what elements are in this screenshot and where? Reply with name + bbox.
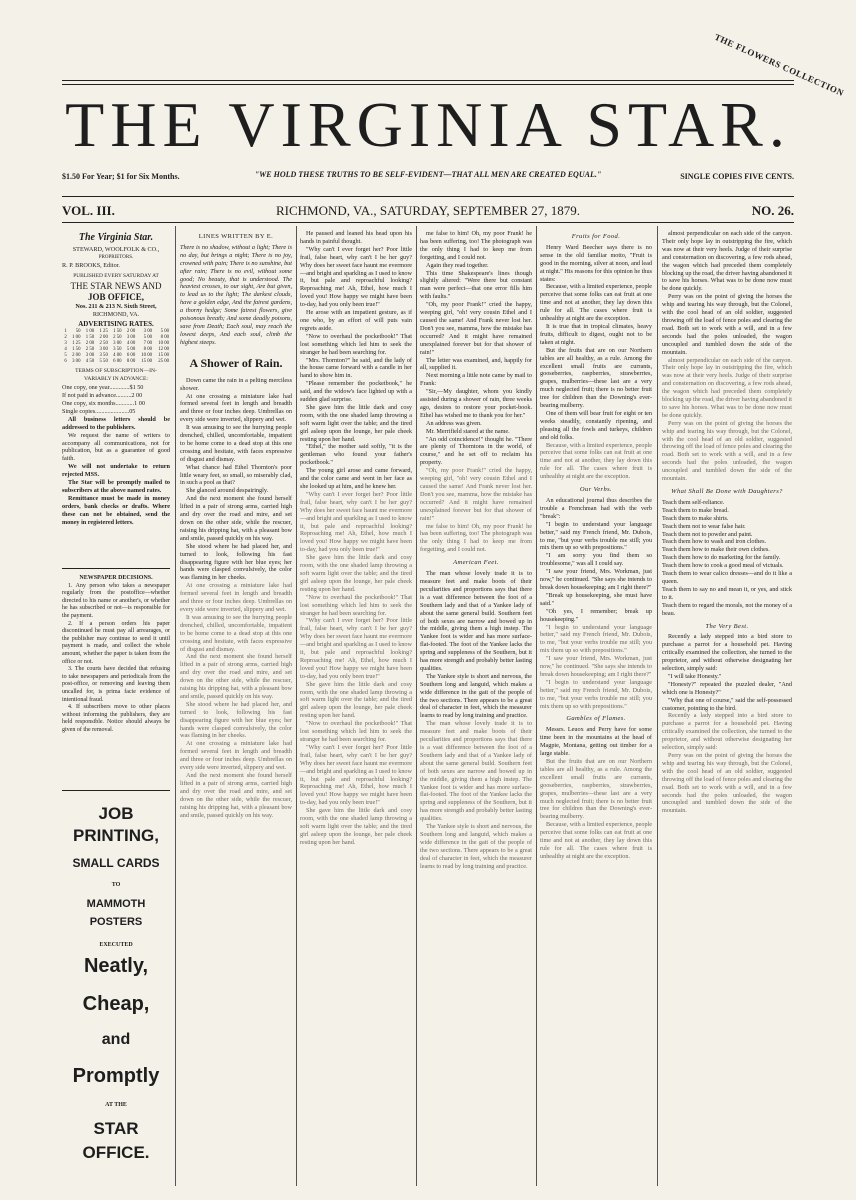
story-paragraph: "An odd coincidence!" thought he. "There are plenty of Thorntons in the world, of course," and he set off to reclaim his property. <box>420 435 532 467</box>
story-paragraph: He paused and leaned his head upon his hands in painful thought. <box>300 230 412 245</box>
story-paragraph: What chance had Ethel Thornton's poor little weary feet, so small, so miserably clad, in such a pool as that? <box>180 463 292 487</box>
list-item: Teach them to regard the morals, not the money of a beau. <box>662 601 792 617</box>
ad-line: AT THE <box>105 1102 127 1108</box>
office-name-2: JOB OFFICE, <box>87 291 144 302</box>
story-paragraph: "Oh, my poor Frank!" cried the happy, weeping girl, "oh! very cousin Ethel and I caused the same! And Frank never lost her. Don't you see, mamma, how the mistake has occurred? And it might have remained unexplained forever but for that shower of rain!" <box>420 301 532 356</box>
ad-line: PRINTING, <box>73 826 159 845</box>
article-paragraph: "I saw your friend, Mrs. Workman, just now," he continued. "She says she intends to break down housekeeping; am I right there?" <box>540 655 652 678</box>
ad-line: and <box>101 1031 131 1048</box>
story-paragraph: She gave him the little dark and cosy room, with the one shaded lamp throwing a soft warm light over the table; and the tired girl asleep upon the lounge, her pale cheek resting upon her hand. <box>300 403 412 443</box>
story-paragraph: "Why can't I ever forget her? Poor little frail, false heart, why can't I be her guy? Why does her sweet face haunt me evermore—and bright and sparkling as I used to know it, but pale and reproachful looking? Reproaching me! Ah, Ethel, how much I loved you! How happy we might have been to-day, had you only been true!" <box>300 245 412 309</box>
story-paragraph: This time Shakespeare's lines though slightly altered: "Were there but constant man were perfect—that one error fills him with faults." <box>420 269 532 301</box>
story-paragraph: "Why can't I ever forget her? Poor little frail, false heart, why can't I be her guy? Why does her sweet face haunt me evermore—and bright and sparkling as I used to know it, but pale and reproachful looking? Reproaching me! Ah, Ethel, how much I loved you! How happy we might have been to-day, had you only been true!" <box>300 617 412 680</box>
single-copy-price: SINGLE COPIES FIVE CENTS. <box>680 172 794 181</box>
term: One copy, one year.............$1 50 <box>62 384 144 392</box>
ad-line: MAMMOTH POSTERS <box>86 898 146 928</box>
article-paragraph: "I am sorry you find them so troublesome," was all I could say. <box>540 552 652 568</box>
list-item: Teach them to say no and mean it, or yes, and stick to it. <box>662 585 792 601</box>
story-paragraph: And the next moment she found herself lifted in a pair of strong arms, carried high and dry over the road and mire, and set down on the other side, while the rescuer, raising his dripping hat, with a pleasant bow and smile, passed quickly on his way. <box>180 653 292 700</box>
column-divider <box>536 226 537 1186</box>
masthead-rule-top <box>62 80 794 81</box>
story-paragraph: At one crossing a miniature lake had formed several feet in length and breadth and three or four inches deep. Umbrellas on every side were inverted, slippery and wet. <box>180 740 292 772</box>
rates-table: 1 50 1 00 1 25 1 50 2 00 3 00 5 00 2 1 00 1 50 2 00 2 50 3 00 5 00 8 00 3 1 25 2 00 2 50 3 00 4 00 7 00 10 00 4 1 50 2 50 3 00 3 50 5 00 8 00 12 00 5 2 00 3 00 3 50 4 00 6 00 10 00 15 00 6 3 00 4 50 5 50 6 00 8 00 15 00 25 00 <box>64 329 169 365</box>
story-paragraph: me false to him! Oh, my poor Frank! he has been suffering, too! The photograph was the only thing I had to keep me from forgetting, and I could not. <box>420 522 532 554</box>
decisions-heading: NEWSPAPER DECISIONS. <box>79 575 153 581</box>
story-paragraph: "Why can't I ever forget her? Poor little frail, false heart, why can't I be her guy? Why does her sweet face haunt me evermore—and bright and sparkling as I used to know it, but pale and reproachful looking? Reproaching me! Ah, Ethel, how much I loved you! How happy we might have been to-day, had you only been true!" <box>300 743 412 807</box>
story-paragraph: She glanced around despairingly. <box>186 487 269 495</box>
notice: We request the name of writers to accompany all communications, not for publication, but as a guarantee of good faith. <box>62 431 170 463</box>
volume-number: VOL. III. <box>62 203 115 218</box>
story-heading: A Shower of Rain. <box>189 355 283 370</box>
office-city: RICHMOND, VA. <box>92 310 140 318</box>
article-paragraph: An educational journal thus describes the trouble a Frenchman had with the verb "break": <box>540 497 652 520</box>
masthead-title: THE VIRGINIA STAR. <box>65 89 791 160</box>
article-paragraph: The man whose lovely trade it is to measure feet and make boots of their peculiarities and proportions says that there is a vast difference between the foot of a Southern lady and that of a Yankee lady of about the same general build. Southern feet of both sexes are narrow and bowed up in the middle, giving them a high instep. The Yankee foot is wider and has more surface-flat-footed. The foot of the Yankee lacks the spring and suppleness of the Southern, but it has more strength and probably better lasting qualities. <box>420 720 532 823</box>
dateline-rule-top <box>62 196 794 197</box>
masthead-rule-top-2 <box>62 84 794 85</box>
story-paragraph: He arose with an impatient gesture, as if one who, by an effort of will puts vain regrets aside. <box>300 309 412 332</box>
story-paragraph: And the next moment she found herself lifted in a pair of strong arms, carried high and dry over the road and mire, and set down on the other side, while the rescuer, raising his dripping hat, with a pleasant bow and smile, passed quickly on his way. <box>180 772 292 819</box>
notice: We will not undertake to return rejected MSS. <box>62 463 170 479</box>
decision: 3. The courts have decided that refusing to take newspapers and periodicals from the post-office, or removing and leaving them uncalled for, is prima facie evidence of intentional fraud. <box>62 666 170 703</box>
decision: 4. If subscribers move to other places without informing the publishers, they are held responsible. Notice should always be given of the removal. <box>62 704 170 733</box>
article-paragraph: "Honesty?" repeated the puzzled dealer, "And which one is Honesty?" <box>662 680 792 696</box>
poem-heading: LINES WRITTEN BY E. <box>198 233 274 240</box>
article-paragraph: Perry was on the point of giving the horses the whip and tearing his way through, but the Colonel, with the cool head of an old soldier, suggested throwing off the load of fence poles and clearing the road. Both set to work with a will, and in a few seconds had the poles unloaded, the wagon uncoupled and tumbled down the side of the mountain. <box>662 293 792 356</box>
article-paragraph: Perry was on the point of giving the horses the whip and tearing his way through, but the Colonel, with the cool head of an old soldier, suggested throwing off the load of fence poles and clearing the road. Both set to work with a will, and in a few seconds had the poles unloaded, the wagon uncoupled and tumbled down the side of the mountain. <box>662 419 792 483</box>
decision: 1. Any person who takes a newspaper regularly from the postoffice—whether directed to his name or another's, or whether he has subscribed or not—is responsible for the payment. <box>62 582 170 619</box>
article-paragraph: Henry Ward Beecher says there is no sense in the old familiar motto, "Fruit is good in the morning, silver at noon, and lead at night." His reasons for this opinion he thus states: <box>540 243 652 283</box>
ad-line: JOB <box>98 804 134 823</box>
story-paragraph: "Oh, my poor Frank!" cried the happy, weeping girl, "oh! very cousin Ethel and I caused the same! And Frank never lost her. Don't you see, mamma, how the mistake has occurred? And it might have remained unexplained forever but for that shower of rain!" <box>420 467 532 522</box>
story-paragraph: "Ethel," the mother said softly, "it is the gentleman who found your father's pocketbook." <box>300 443 412 467</box>
job-printing-ad <box>62 795 170 1165</box>
article-paragraph: Perry was on the point of giving the horses the whip and tearing his way through, but the Colonel, with the cool head of an old soldier, suggested throwing off the load of fence poles and clearing the road. Both set to work with a will, and in a few seconds had the poles unloaded, the wagon uncoupled and tumbled down the side of the mountain. <box>662 752 792 815</box>
article-paragraph: Recently a lady stepped into a bird store to purchase a parrot for a household pet. Having critically examined the collection, she turned to the proprietor, and without otherwise designating her selection, simply said: <box>662 712 792 752</box>
story-paragraph: And the next moment she found herself lifted in a pair of strong arms, carried high and dry over the road and mire, and set down on the other side, while the rescuer, raising his dripping hat, with a pleasant bow and smile, passed quickly on his way. <box>180 495 292 542</box>
article-paragraph: The man whose lovely trade it is to measure feet and make boots of their peculiarities and proportions says that there is a vast difference between the foot of a Southern lady and that of a Yankee lady of about the same general build. Southern feet of both sexes are narrow and bowed up in the middle, giving them a high instep. The Yankee foot is wider and has more surface-flat-footed. The foot of the Yankee lacks the spring and suppleness of the Southern, but it has more strength and probably better lasting qualities. <box>420 570 532 672</box>
ad-line: STAR OFFICE. <box>82 1119 150 1162</box>
list-item: Teach them how to wash and iron clothes. <box>662 538 767 546</box>
column-divider <box>296 226 297 1186</box>
article-paragraph: Because, with a limited experience, people perceive that some folks can eat fruit at one time and not at another, they lay down this rule for all. The cases where fruit is unhealthy at night are the exception. <box>540 821 652 860</box>
publishers: STEWARD, WOOLFOLK & CO., <box>72 246 160 253</box>
story-paragraph: "Why can't I ever forget her? Poor little frail, false heart, why can't I be her guy? Why does her sweet face haunt me evermore—and bright and sparkling as I used to know it, but pale and reproachful looking? Reproaching me! Ah, Ethel, how much I loved you! How happy we might have been to-day, had you only been true!" <box>300 490 412 554</box>
article-paragraph: Recently a lady stepped into a bird store to purchase a parrot for a household pet. Having critically examined the collection, she turned to the proprietor, and without otherwise designating her selection, simply said: <box>662 633 792 673</box>
issue-number: NO. 26. <box>751 203 794 218</box>
article-heading: Fruits for Food. <box>571 233 621 240</box>
story-paragraph: She gave him the little dark and cosy room, with the one shaded lamp throwing a soft warm light over the table; and the tired girl asleep upon the lounge, her pale cheek resting upon her hand. <box>300 680 412 720</box>
ad-line: TO <box>111 882 121 888</box>
story-paragraph: She stood where he had placed her, and turned to look, following his fast disappearing figure with her blue eyes; her hands were clasped convulsively, the color was flaming in her cheeks. <box>180 542 292 582</box>
subscription-price: $1.50 For Year; $1 for Six Months. <box>62 172 180 181</box>
article-paragraph: almost perpendicular on each side of the canyon. Their only hope lay in outstripping the fire, which was now at their very heels. Judge of their surprise and consternation on discovering, a few rods ahead, the wagon which had preceded them completely blocking up the road, the driver having abandoned it to save his horses. What was to be done now must be done quickly. <box>662 356 792 419</box>
story-paragraph: She gave him the little dark and cosy room, with the one shaded lamp throwing a soft warm light over the table; and the tired girl asleep upon the lounge, her pale cheek resting upon her hand. <box>300 554 412 593</box>
article-paragraph: The Yankee style is short and nervous, the Southern long and languid, which makes a wide difference in the gait of the people of the two sections. There appears to be a great deal of character in feet, which the measurer learns to read by long training and practice. <box>420 672 532 720</box>
article-paragraph: But the fruits that are on our Northern tables are all healthy, as a rule. Among the excellent small fruits are currants, gooseberries, raspberries, strawberries, grapes, mulberries—these last are a very much neglected fruit; there is no better fruit tree for children than the Downing's ever-bearing mulberry. <box>540 758 652 821</box>
story-paragraph: An address was given. <box>426 419 482 427</box>
story-paragraph: "Now to overhaul the pocketbook!" That lost something which led him to seek the stranger he had been searching for. <box>300 332 412 356</box>
column-divider <box>175 226 176 1186</box>
list-item: Teach them how to do marketing for the family. <box>662 554 781 562</box>
article-paragraph: "I begin to understand your language better," said my French friend, Mr. Dubois, to me, "but your verbs trouble me still; you mix them up so with prepositions." <box>540 678 652 710</box>
motto: "WE HOLD THESE TRUTHS TO BE SELF-EVIDENT—THAT ALL MEN ARE CREATED EQUAL." <box>254 170 602 179</box>
story-paragraph: "Now to overhaul the pocketbook!" That lost something which led him to seek the stranger he had been searching for. <box>300 593 412 617</box>
term: Single copies......................05 <box>62 407 136 415</box>
list-item: Teach them not to wear false hair. <box>662 522 746 530</box>
story-paragraph: The young girl arose and came forward, and the color came and went in her face as she looked up at him, and he knew her. <box>300 467 412 490</box>
article-paragraph: The Yankee style is short and nervous, the Southern long and languid, which makes a wide difference in the gait of the people of the two sections. There appears to be a great deal of character in feet, which the measurer learns to read by long training and practice. <box>420 823 532 870</box>
dateline: RICHMOND, VA., SATURDAY, SEPTEMBER 27, 1879. <box>276 203 580 218</box>
article-paragraph: "Oh yes, I remember; break up housekeeping." <box>540 607 652 623</box>
publishers-sub: PROPRIETORS. <box>98 254 134 260</box>
office-address: Nos. 211 & 213 N. Sixth Street, <box>75 302 157 310</box>
list-item: Teach them to make shirts. <box>662 514 729 522</box>
list-item: Teach them how to make their own clothes. <box>662 546 770 554</box>
story-paragraph: It was amusing to see the hurrying people drenched, chilled, uncomfortable, impatient to be home come to a dead stop at this one crossing and hesitate, with faces expressive of disgust and dismay. <box>180 424 292 463</box>
column-divider <box>657 226 658 1186</box>
decision: 2. If a person orders his paper discontinued he must pay all arrearages, or the publisher may continue to send it until payment is made, and collect the whole amount, whether the paper is taken from the office or not. <box>62 620 170 665</box>
article-paragraph: Messrs. Leuox and Perry have for some time been in the mountains at the head of Magpie, Montana, getting out timber for a large stable. <box>540 726 652 758</box>
story-paragraph: She stood where he had placed her, and turned to look, following his fast disappearing figure with her blue eyes; her hands were clasped convulsively, the color was flaming in her cheeks. <box>180 700 292 740</box>
article-paragraph: It is true that in tropical climates, heavy fruits, difficult to digest, ought not to be taken at night. <box>540 322 652 346</box>
ad-line: Promptly <box>72 1065 160 1087</box>
office-name-1: THE STAR NEWS AND <box>70 280 162 291</box>
story-paragraph: Again they read together. <box>426 261 489 269</box>
notice: The Star will be promptly mailed to subscribers at the above named rates. <box>62 479 170 494</box>
list-item: Teach them self-reliance. <box>662 498 725 506</box>
ad-line: EXECUTED <box>99 942 133 948</box>
notice: Remittance must be made in money orders, bank checks or drafts. Where these can not be obtained, send the money in registered letters. <box>62 494 170 526</box>
story-paragraph: At one crossing a miniature lake had formed several feet in length and breadth and three or four inches deep. Umbrellas on every side were inverted, slippery and wet. <box>180 392 292 424</box>
article-paragraph: almost perpendicular on each side of the canyon. Their only hope lay in outstripping the fire, which was now at their very heels. Judge of their surprise and consternation on discovering, a few rods ahead, the wagon which had preceded them completely blocking up the road, the driver having abandoned it to save his horses. What was to be done now must be done quickly. <box>662 230 792 293</box>
story-paragraph: "Please remember the pocketbook," he said, and the widow's face lighted up with a sudden glad surprise. <box>300 380 412 404</box>
published-notice: PUBLISHED EVERY SATURDAY AT <box>73 272 159 279</box>
article-paragraph: One of them will bear fruit for eight or ten weeks steadily, constantly ripening, and pleasing all the fowls and turkeys, children and old folks. <box>540 409 652 441</box>
column-6 <box>662 230 792 1190</box>
story-paragraph: At one crossing a miniature lake had formed several feet in length and breadth and three or four inches deep. Umbrellas on every side were inverted, slippery and wet. <box>180 582 292 613</box>
ad-line: SMALL CARDS <box>72 856 160 870</box>
article-heading: Our Verbs. <box>579 486 613 494</box>
column-2 <box>180 230 292 1190</box>
column-3 <box>300 230 412 1190</box>
terms-heading: TERMS OF SUBSCRIPTION—IN-VARIABLY IN ADVANCE: <box>75 368 157 383</box>
article-paragraph: But the fruits that are on our Northern tables are all healthy, as a rule. Among the excellent small fruits are currants, gooseberries, raspberries, strawberries, grapes, mulberries—these last are a very much neglected fruit; there is no better fruit tree for children than the Downing's ever-bearing mulberry. <box>540 346 652 410</box>
article-paragraph: "Why that one of course," said the self-possessed customer, pointing to the bird. <box>662 696 792 712</box>
article-paragraph: "I saw your friend, Mrs. Workman, just now," he continued. "She says she intends to break down housekeeping; am I right there?" <box>540 568 652 591</box>
story-paragraph: "Mrs. Thornton?" he said, and the lady of the house came forward with a candle in her hand to show him in. <box>300 356 412 380</box>
list-item: Teach them to wear calico dresses—and do it like a queen. <box>662 570 792 585</box>
rates-heading: ADVERTISING RATES. <box>78 320 154 329</box>
list-item: Teach them how to cook a good meal of victuals. <box>662 562 784 570</box>
term: One copy, six months............1 00 <box>62 399 145 407</box>
notice: All business letters should be addressed to the publishers. <box>62 415 170 431</box>
editor: R. P. BROOKS, Editor. <box>62 261 120 269</box>
article-paragraph: "I will take Honesty." <box>668 672 722 680</box>
newspaper-decisions <box>62 575 170 734</box>
ad-line: Neatly, <box>83 955 149 977</box>
story-paragraph: The letter was examined, and, happily for all, supplied it. <box>420 356 532 372</box>
poem-text: There is no shadow, without a light; There is no day, but brings a night; There is no joy, crowned with pain; There is no sunshine, but after rain; There is no evil, without some good; No beauty, that is understood. The heaviest crosses, to our sight, Are but given, to lead us to the light; The darkest clouds, have a golden edge, And the fairest gardens, a thorny hedge; Some fairest flowers, give poisonous breath; And some deadly poisons, save from Death; Each soul, may reach the lowest deeps, And each soul, climb the highest steeps. <box>180 243 292 346</box>
story-paragraph: Next morning a little note came by mail to Frank: <box>420 372 532 388</box>
dateline-rule-bottom <box>62 222 794 223</box>
story-paragraph: She gave him the little dark and cosy room, with the one shaded lamp throwing a soft warm light over the table; and the tired girl asleep upon the lounge, her pale cheek resting upon her hand. <box>300 807 412 846</box>
article-heading: Gambles of Flames. <box>566 715 626 723</box>
collection-stamp: THE FLOWERS COLLECTION <box>713 31 846 99</box>
story-paragraph: It was amusing to see the hurrying people drenched, chilled, uncomfortable, impatient to be home come to a dead stop at this one crossing and hesitate, with faces expressive of disgust and dismay. <box>180 613 292 653</box>
list-item: Teach them not to powder and paint. <box>662 530 753 538</box>
story-paragraph: Mr. Merrifield stared at the name. <box>426 427 510 435</box>
article-heading: What Shall Be Done with Daughters? <box>671 488 783 495</box>
article-heading: American Feet. <box>453 559 499 567</box>
story-paragraph: "Now to overhaul the pocketbook!" That lost something which led him to seek the stranger he had been searching for. <box>300 720 412 743</box>
story-paragraph: "Sir,—My daughter, whom you kindly assisted during a shower of rain, three weeks ago, desires to restore your pocket-book. Ethel has wished me to thank you for her." <box>420 388 532 419</box>
article-paragraph: Because, with a limited experience, people perceive that some folks can eat fruit at one time and not at another, they lay down this rule for all. The cases where fruit is unhealthy at night are the exception. <box>540 441 652 481</box>
article-paragraph: Because, with a limited experience, people perceive that some folks can eat fruit at one time and not at another, they lay down this rule for all. The cases where fruit is unhealthy at night are the exception. <box>540 283 652 323</box>
column-4 <box>420 230 532 1190</box>
ad-line: Cheap, <box>82 993 150 1015</box>
article-paragraph: "Break up housekeeping, she must have said." <box>540 591 652 607</box>
paper-name: The Virginia Star. <box>78 232 154 243</box>
article-paragraph: "I begin to understand your language better," said my French friend, Mr. Dubois, to me, "but your verbs trouble me still; you mix them up so with prepositions." <box>540 623 652 655</box>
story-paragraph: Down came the rain in a pelting merciless shower. <box>180 376 292 392</box>
story-paragraph: me false to him! Oh, my poor Frank! he has been suffering, too! The photograph was the only thing I had to keep me from forgetting, and I could not. <box>420 230 532 261</box>
ad-rule <box>62 790 170 791</box>
decisions-rule <box>62 568 170 569</box>
column-divider <box>416 226 417 1186</box>
term: If not paid in advance..........2 00 <box>62 392 143 400</box>
article-paragraph: "I begin to understand your language better," said my French friend, Mr. Dubois, to me, "but your verbs trouble me still; you mix them up so with prepositions." <box>540 520 652 552</box>
article-heading: The Very Best. <box>705 622 749 630</box>
list-item: Teach them to make bread. <box>662 506 729 514</box>
column-5 <box>540 230 652 1190</box>
